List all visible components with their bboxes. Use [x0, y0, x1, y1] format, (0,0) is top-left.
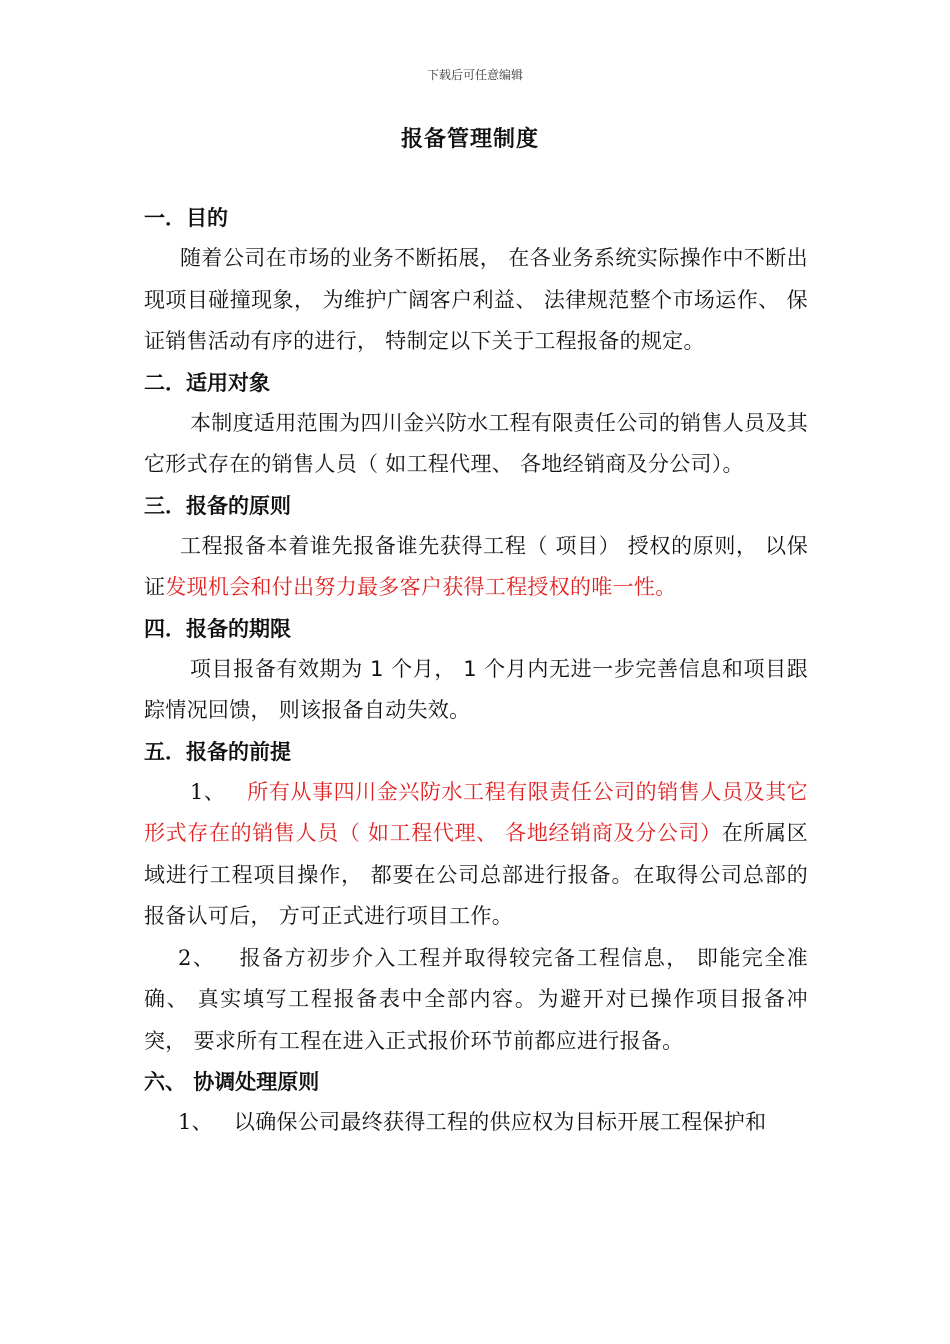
section-heading-purpose: 一．目的: [144, 206, 228, 230]
section-paragraph-purpose: 随着公司在市场的业务不断拓展， 在各业务系统实际操作中不断出现项目碰撞现象， 为维护广阔客户利益、 法律规范整个市场运作、 保证销售活动有序的进行， 特制定以下关于工程报备的规定。: [144, 246, 808, 353]
premise-item-2: [144, 938, 808, 1063]
coordination-item-1-text: 以确保公司最终获得工程的供应权为目标开展工程保护和: [233, 1110, 767, 1134]
document-title: 报备管理制度: [400, 127, 539, 152]
premise-item-1-text: 在所属区域进行工程项目操作， 都要在公司总部进行报备。在取得公司总部的报备认可后， 方可正式进行项目工作。: [144, 821, 809, 928]
item-number: 1、: [190, 779, 226, 804]
principle-highlight: 发现机会和付出努力最多客户获得工程授权的唯一性。: [165, 575, 677, 599]
item-number: 2、: [178, 945, 216, 970]
document-body: [144, 196, 808, 1144]
section-heading-premise: 五．报备的前提: [144, 739, 291, 764]
premise-item-1: [144, 772, 808, 938]
section-heading-period: 四．报备的期限: [144, 616, 291, 641]
premise-item-2-text: 报备方初步介入工程并取得较完备工程信息， 即能完全准确、 真实填写工程报备表中全部内容。为避开对已操作项目报备冲突， 要求所有工程在进入正式报价环节前都应进行报备。: [144, 945, 808, 1053]
section-paragraph-period: 项目报备有效期为 1 个月， 1 个月内无进一步完善信息和项目跟踪情况回馈， 则该报备自动失效。: [144, 656, 808, 722]
item-number: 1、: [178, 1110, 213, 1134]
section-heading-scope: 二．适用对象: [144, 370, 270, 395]
coordination-item-1: [144, 1102, 808, 1144]
header-note: 下载后可任意编辑: [426, 68, 523, 82]
section-heading-principle: 三．报备的原则: [144, 493, 291, 518]
section-heading-coordination: 六、 协调处理原则: [144, 1070, 320, 1094]
section-paragraph-principle: [144, 526, 808, 609]
section-paragraph-scope: 本制度适用范围为四川金兴防水工程有限责任公司的销售人员及其它形式存在的销售人员（ 如工程代理、 各地经销商及分公司）。: [144, 410, 808, 476]
premise-item-1-highlight: 所有从事四川金兴防水工程有限责任公司的销售人员及其它形式存在的销售人员（ 如工程代理、 各地经销商及分公司）: [144, 779, 808, 845]
principle-text: 工程报备本着谁先报备谁先获得工程（ 项目） 授权的原则， 以保证: [144, 533, 808, 599]
